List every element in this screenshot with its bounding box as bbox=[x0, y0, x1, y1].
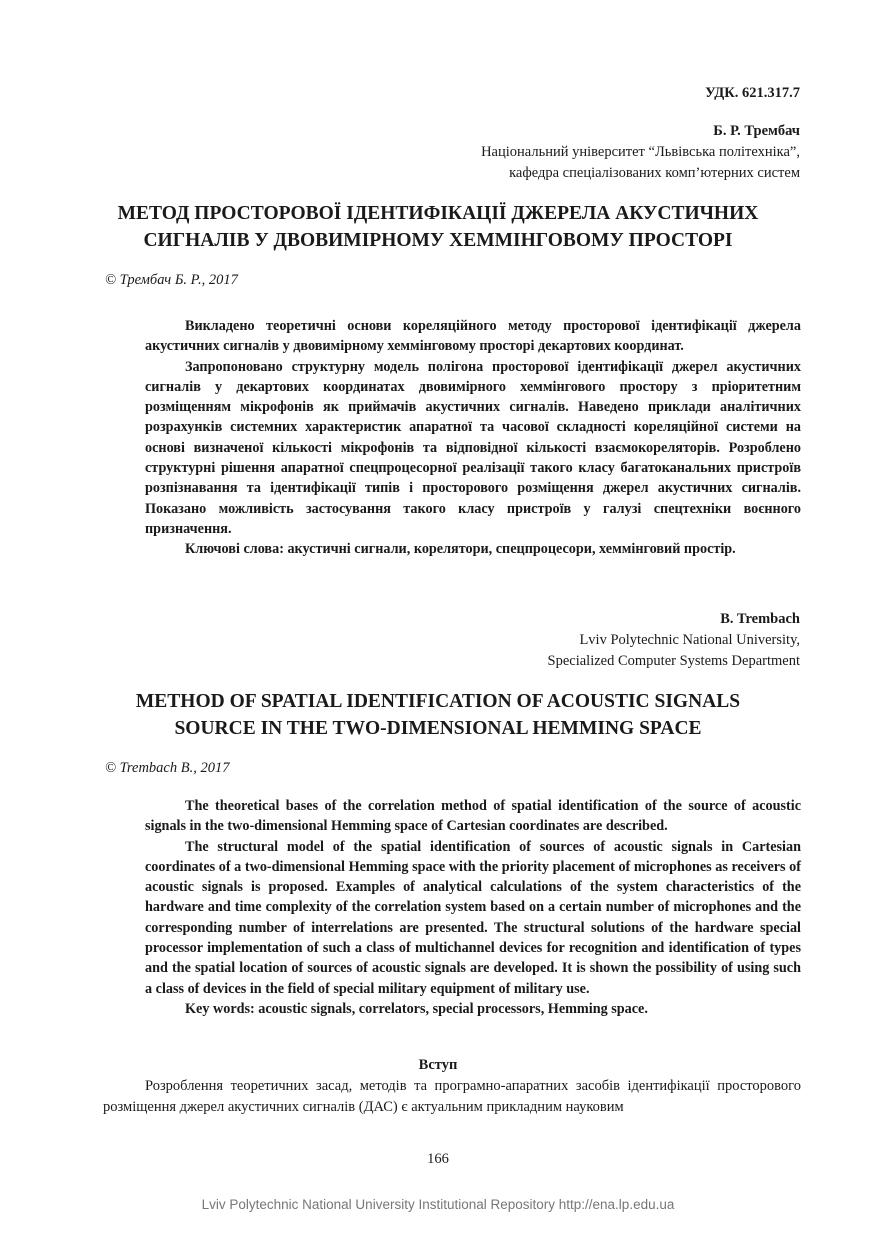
abstract-en bbox=[145, 796, 801, 1019]
abstract-paragraph-2-en: The structural model of the spatial identification of sources of acoustic signals in Cartesian coordinates of a two-dimensional Hemming space with the priority placement of microphones as receivers of acoustic signals is proposed. Examples of analytical calculations of the system characteristics of the hardware and time complexity of the correlation system based on a certain number of microphones and the corresponding number of interrelations are presented. The structural solutions of the hardware special processor implementation of such a class of multichannel devices for recognition and identification of types and the spatial location of sources of acoustic signals are developed. It is shown the possibility of using such a class of devices in the field of special military equipment of military use. bbox=[145, 838, 801, 997]
page-number: 166 bbox=[427, 1151, 449, 1167]
author-name-uk: Б. Р. Трембач bbox=[713, 123, 800, 139]
author-name-en: B. Trembach bbox=[720, 611, 800, 627]
paper-title-uk bbox=[80, 200, 796, 254]
keywords-uk: Ключові слова: акустичні сигнали, корелятори, спецпроцесори, хеммінговий простір. bbox=[185, 541, 736, 558]
udk-code: УДК. 621.317.7 bbox=[705, 85, 800, 101]
intro-paragraph: Розроблення теоретичних засад, методів та програмно-апаратних засобів ідентифікації просторового розміщення джерел акустичних сигналів (ДАС) є актуальним прикладним науковим bbox=[103, 1078, 801, 1115]
affiliation-line2-en: Specialized Computer Systems Department bbox=[547, 653, 800, 669]
abstract-paragraph-1-uk: Викладено теоретичні основи кореляційного методу просторової ідентифікації джерела акустичних сигналів у двовимірному хеммінговому просторі декартових координат. bbox=[145, 318, 801, 355]
intro-heading: Вступ bbox=[418, 1057, 458, 1073]
title-line1-uk: МЕТОД ПРОСТОРОВОЇ ІДЕНТИФІКАЦІЇ ДЖЕРЕЛА АКУСТИЧНИХ bbox=[117, 203, 759, 224]
repository-footer: Lviv Polytechnic National University Institutional Repository http://ena.lp.edu.ua bbox=[201, 1197, 675, 1212]
affiliation-line1-en: Lviv Polytechnic National University, bbox=[579, 632, 800, 648]
affiliation-line2-uk: кафедра спеціалізованих комп’ютерних систем bbox=[509, 165, 800, 181]
abstract-uk bbox=[145, 316, 801, 560]
paper-title-en bbox=[80, 688, 796, 742]
abstract-paragraph-1-en: The theoretical bases of the correlation method of spatial identification of the source of acoustic signals in the two-dimensional Hemming space of Cartesian coordinates are described. bbox=[145, 798, 801, 835]
copyright-en: © Trembach B., 2017 bbox=[105, 760, 230, 776]
title-line2-uk: СИГНАЛІВ У ДВОВИМІРНОМУ ХЕММІНГОВОМУ ПРОСТОРІ bbox=[143, 230, 733, 251]
title-line2-en: SOURCE IN THE TWO-DIMENSIONAL HEMMING SPACE bbox=[174, 718, 702, 739]
intro-body bbox=[103, 1076, 801, 1118]
keywords-en: Key words: acoustic signals, correlators, special processors, Hemming space. bbox=[185, 1000, 648, 1017]
title-line1-en: METHOD OF SPATIAL IDENTIFICATION OF ACOUSTIC SIGNALS bbox=[135, 691, 741, 712]
abstract-paragraph-2-uk: Запропоновано структурну модель полігона просторової ідентифікації джерел акустичних сигналів у декартових координатах двовимірного хеммінгового простору з пріоритетним розміщенням мікрофонів як приймачів акустичних сигналів. Наведено приклади аналітичних розрахунків системних характеристик апаратної та часової складності кореляційної системи на основі визначеної кількості мікрофонів та відповідної кількості взаємокореляторів. Розроблено структурні рішення апаратної спецпроцесорної реалізації такого класу багатоканальних пристроїв розпізнавання та ідентифікації типів і просторового розміщення джерел акустичних сигналів. Показано можливість застосування такого класу пристроїв у галузі спецтехніки воєнного призначення. bbox=[145, 358, 801, 537]
copyright-uk: © Трембач Б. Р., 2017 bbox=[105, 272, 238, 288]
affiliation-line1-uk: Національний університет “Львівська політехніка”, bbox=[481, 144, 800, 160]
